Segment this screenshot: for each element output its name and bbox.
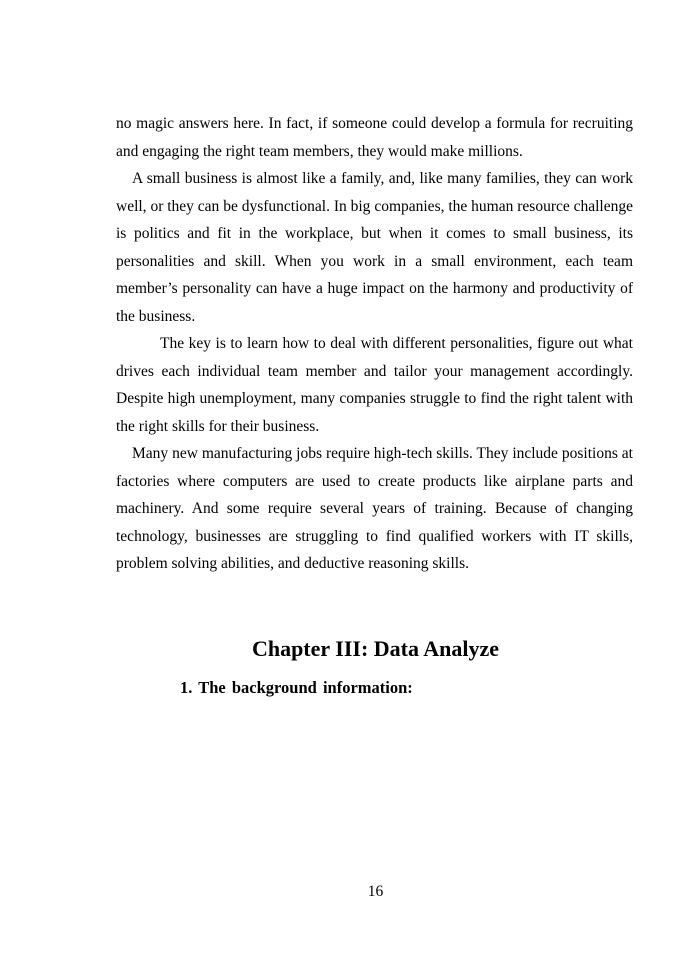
section-heading: 1. The background information:: [180, 678, 413, 697]
paragraph-manufacturing-jobs: Many new manufacturing jobs require high-tech skills. They include positions at factories where computers are used to create products like airplane parts and machinery. And some require several years of training. Because of changing technology, businesses are struggling to find qualified workers with IT skills, problem solving abilities, and deductive reasoning skills.: [116, 445, 633, 572]
paragraph-personalities: The key is to learn how to deal with different personalities, figure out what drives each individual team member and tailor your management accordingly. Despite high unemployment, many companies struggle to find the right talent with the right skills for their business.: [116, 335, 633, 435]
paragraph-continuation: no magic answers here. In fact, if someone could develop a formula for recruiting and engaging the right team members, they would make millions.: [116, 115, 633, 160]
paragraph-small-business: A small business is almost like a family, and, like many families, they can work well, or they can be dysfunctional. In big companies, the human resource challenge is politics and fit in the workplace, but when it comes to small business, its personalities and skill. When you work in a small environment, each team member’s personality can have a huge impact on the harmony and productivity of the business.: [116, 170, 633, 325]
page-number: 16: [367, 883, 384, 900]
chapter-heading: Chapter III: Data Analyze: [251, 636, 500, 661]
